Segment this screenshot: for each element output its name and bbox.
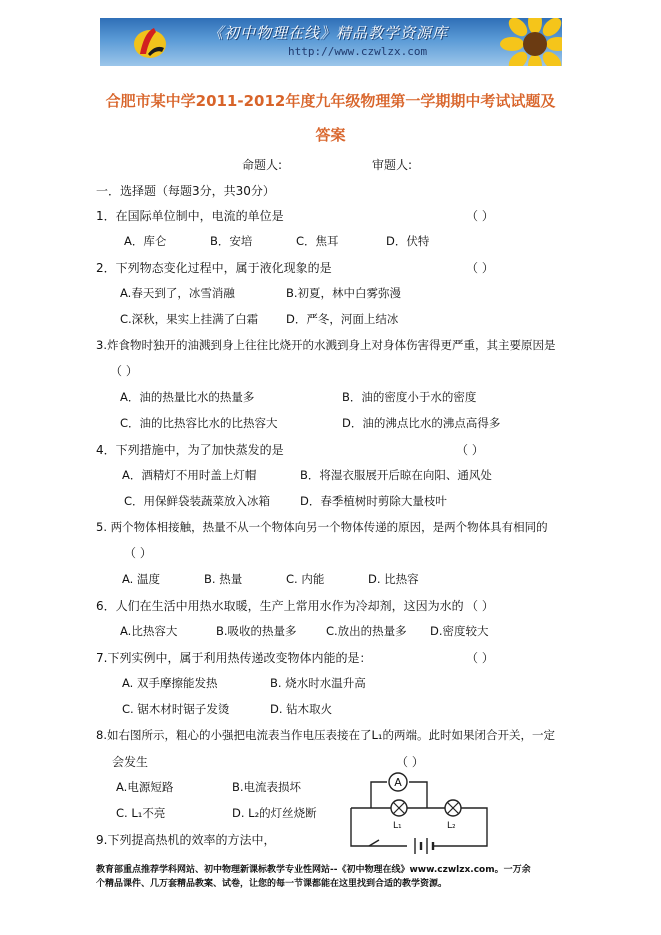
lamp-l2-icon xyxy=(445,800,461,831)
q7-option-b: B. 烧水时水温升高 xyxy=(270,676,366,690)
document-title: 合肥市某中学2011-2012年度九年级物理第一学期期中考试试题及 xyxy=(105,92,556,110)
lamp-l1-label: L₁ xyxy=(393,821,402,831)
circuit-diagram xyxy=(345,768,495,858)
q8-option-d: D. L₂的灯丝烧断 xyxy=(232,806,317,820)
q5-option-a: A. 温度 xyxy=(122,572,160,586)
battery-icon xyxy=(415,838,433,854)
logo-icon xyxy=(130,24,170,62)
answer-paren-8: （ ） xyxy=(396,755,424,769)
q5-option-d: D. 比热容 xyxy=(368,572,419,586)
banner-url[interactable]: http://www.czwlzx.com xyxy=(288,45,428,58)
q2-option-c: C.深秋，果实上挂满了白霜 xyxy=(120,312,259,326)
answer-paren-4: （ ） xyxy=(456,443,484,457)
question-4: 4．下列措施中，为了加快蒸发的是 xyxy=(96,443,284,457)
q4-option-b: B．将湿衣服展开后晾在向阳、通风处 xyxy=(300,468,492,482)
question-1: 1．在国际单位制中，电流的单位是 xyxy=(96,209,284,223)
answer-paren-3: （ ） xyxy=(110,364,138,378)
question-8: 8.如右图所示，粗心的小强把电流表当作电压表接在了L₁的两端。此时如果闭合开关，一定 xyxy=(96,728,555,742)
q2-option-d: D．严冬，河面上结冰 xyxy=(286,312,399,326)
answer-paren-2: （ ） xyxy=(466,261,494,275)
answer-paren-5: （ ） xyxy=(124,546,152,560)
question-3: 3.炸食物时独开的油溅到身上往往比烧开的水溅到身上对身体伤害得更严重，其主要原因是 xyxy=(96,338,556,352)
q4-option-c: C．用保鲜袋装蔬菜放入冰箱 xyxy=(124,494,271,508)
q7-option-d: D. 钻木取火 xyxy=(270,702,333,716)
document-title-continued: 答案 xyxy=(315,126,346,144)
q1-option-b: B．安培 xyxy=(210,234,253,248)
q6-option-a: A.比热容大 xyxy=(120,624,178,638)
q2-option-a: A.春天到了，冰雪消融 xyxy=(120,286,235,300)
ammeter-label: A xyxy=(394,776,402,789)
question-5: 5. 两个物体相接触，热量不从一个物体向另一个物体传递的原因，是两个物体具有相同的 xyxy=(96,520,548,534)
q5-option-c: C. 内能 xyxy=(286,572,325,586)
q1-option-a: A．库仑 xyxy=(124,234,167,248)
banner-title: 《初中物理在线》精品教学资源库 xyxy=(208,24,449,42)
question-7: 7.下列实例中，属于利用热传递改变物体内能的是： xyxy=(96,651,372,665)
sunflower-icon xyxy=(500,18,562,66)
q8-option-c: C. L₁不亮 xyxy=(116,806,166,820)
answer-paren-7: （ ） xyxy=(466,651,494,665)
footer-line-2: 个精品课件、几万套精品教案、试卷，让您的每一节课都能在这里找到合适的教学资源。 xyxy=(96,879,448,889)
q7-option-c: C. 锯木材时锯子发烫 xyxy=(122,702,230,716)
lamp-l2-label: L₂ xyxy=(447,821,456,831)
setter-label: 命题人: xyxy=(242,158,283,172)
q3-option-c: C．油的比热容比水的比热容大 xyxy=(120,416,278,430)
switch-icon xyxy=(369,840,379,846)
ammeter-icon xyxy=(389,773,407,791)
answer-paren-6: （ ） xyxy=(466,599,494,613)
site-banner xyxy=(100,18,562,66)
q5-option-b: B. 热量 xyxy=(204,572,243,586)
q2-option-b: B.初夏，林中白雾弥漫 xyxy=(286,286,402,300)
q3-option-b: B．油的密度小于水的密度 xyxy=(342,390,477,404)
question-9: 9.下列提高热机的效率的方法中， xyxy=(96,833,276,847)
question-2: 2．下列物态变化过程中，属于液化现象的是 xyxy=(96,261,332,275)
q6-option-c: C.放出的热量多 xyxy=(326,624,407,638)
section-heading: 一．选择题（每题3分，共30分） xyxy=(96,184,275,198)
q1-option-d: D．伏特 xyxy=(386,234,430,248)
q1-option-c: C．焦耳 xyxy=(296,234,339,248)
q7-option-a: A. 双手摩擦能发热 xyxy=(122,676,218,690)
question-8-continued: 会发生 xyxy=(112,755,149,769)
q6-option-b: B.吸收的热量多 xyxy=(216,624,297,638)
q4-option-d: D．春季植树时剪除大量枝叶 xyxy=(300,494,447,508)
footer-line-1: 教育部重点推荐学科网站、初中物理新课标教学专业性网站--《初中物理在线》www.czwlzx.com。一万余 xyxy=(96,865,531,875)
q8-option-a: A.电源短路 xyxy=(116,780,174,794)
q3-option-d: D．油的沸点比水的沸点高得多 xyxy=(342,416,501,430)
q8-option-b: B.电流表损坏 xyxy=(232,780,302,794)
answer-paren-1: （ ） xyxy=(466,209,494,223)
q3-option-a: A．油的热量比水的热量多 xyxy=(120,390,255,404)
question-6: 6．人们在生活中用热水取暖，生产上常用水作为冷却剂，这因为水的 xyxy=(96,599,464,613)
q4-option-a: A．酒精灯不用时盖上灯帽 xyxy=(122,468,257,482)
reviewer-label: 审题人: xyxy=(372,158,413,172)
lamp-l1-icon xyxy=(391,800,407,831)
q6-option-d: D.密度较大 xyxy=(430,624,489,638)
